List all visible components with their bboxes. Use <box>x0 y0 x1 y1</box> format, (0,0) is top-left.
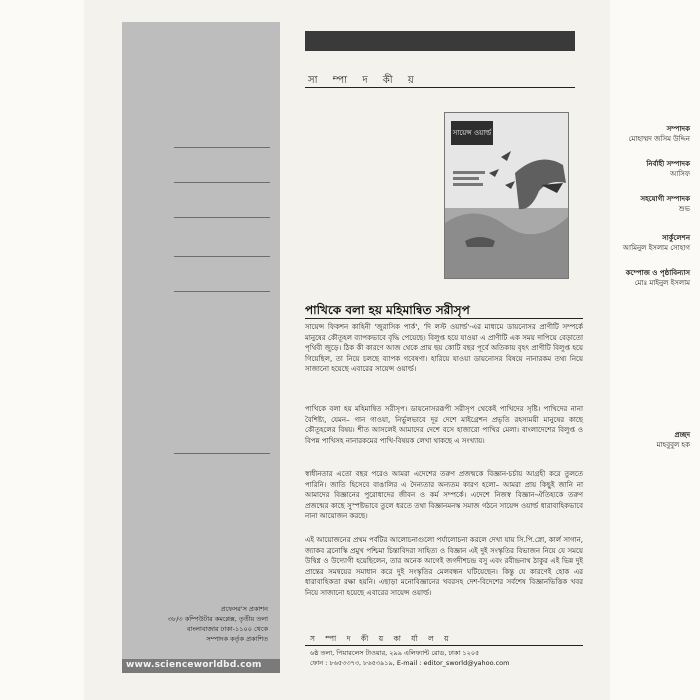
credit-executive-editor <box>128 159 690 179</box>
magazine-cover-image <box>444 112 569 279</box>
credit-name: মাহবুবুল হক <box>656 441 690 449</box>
credit-circulation <box>128 233 690 253</box>
credit-role: প্রচ্ছদ <box>674 431 690 439</box>
credit-associate-editor <box>128 194 690 214</box>
office-contact: ফোন : ৮৬৫৩৩৭৩, ৮৬৫৩৯১৯, E-mail : editor_sworld@yahoo.com <box>310 659 510 667</box>
editorial-paragraph: সায়েন্স ফিকশন কাহিনী 'জুরাসিক পার্ক', 'দি লস্ট ওয়ার্ল্ড'-এর মাধ্যমে ডায়নোসর প্রাণীটি সম্পর্কে মানুষের কৌতূহল ব্যাপকভাবে বৃদ্ধি পেয়েছে। বিলুপ্ত হয়ে যাওয়া এ প্রাণীটি এক সময় দাপিয়ে বেড়াতো পৃথিবী জুড়ে। ঠিক কী কারণে আজ থেকে প্রায় ছয় কোটি বছর পূর্বে অতিকায় বৃহৎ প্রাণীটি বিলুপ্ত হয়ে গিয়েছিল, তা নিয়ে চলছে ব্যাপক গবেষণা। হারিয়ে যাওয়া ডায়নোসর বিষয়ে নানারকম তথ্য নিয়ে সাজানো হয়েছে এবারের সায়েন্স ওয়ার্ল্ড। <box>305 323 583 373</box>
editorial-paragraph: পাখিকে বলা হয় মহিমান্বিত সরীসৃপ। ডায়নোসররূপী সরীসৃপ থেকেই পাখিদের সৃষ্টি। পাখিদের নানা বৈশিষ্ট্য, যেমন– গান গাওয়া, নির্ভুলভাবে দূর দেশে মাইগ্রেশন প্রভৃতি রহস্যময়ী মানুষের কাছে কৌতূহলের বিষয়। শীত আসলেই আমাদের দেশে বসে হাজারো পাখির মেলা। বাংলাদেশের বিলুপ্ত ও বিপন্ন পাখিসহ নানারকমের পাখি-বিষয়ক লেখা থাকছে এ সংখ্যায়। <box>305 405 583 445</box>
credits-sidebar <box>122 22 280 669</box>
editorial-paragraph: স্বাধীনতার এতো বছর পরেও আমরা এদেশের তরুণ প্রজন্মকে বিজ্ঞান-চর্চায় আগ্রহী করে তুলতে পারিনি। জাতি হিসেবে বাঙালির এ দৈন্যতার অন্যতম কারণ হলো– আমরা প্রায় কিছুই জানি না আমাদের বিজ্ঞানের পুরোধাদের জীবন ও কর্ম সম্পর্কে। এদেশে নিজস্ব বিজ্ঞান-ঐতিহ্যকে তরুণ প্রজন্মের কাছে সুস্পষ্টভাবে তুলে ধরতে তথা বিজ্ঞানমনস্ক সমাজ গঠনে সায়েন্স ওয়ার্ল্ড ধারাবাহিকভাবে নানা আয়োজন করছে। <box>305 470 583 520</box>
editorial-office-label: স ম্পা দ কী য় কা র্যা ল য় <box>310 634 453 643</box>
publisher-info <box>128 604 268 644</box>
credit-role: সার্কুলেশন <box>662 234 690 242</box>
credit-name: আমিনুল ইসলাম সোহাগ <box>622 244 690 252</box>
credit-editor <box>128 124 690 144</box>
publisher-line: প্রফেসর'স প্রকাশন <box>220 605 268 613</box>
editorial-header-bar <box>305 31 575 51</box>
credit-divider <box>174 217 270 218</box>
headline-divider <box>305 318 583 319</box>
publisher-line: সম্পাদক কর্তৃক প্রকাশিত <box>206 635 268 643</box>
editorial-paragraph: এই আয়োজনের প্রথম পর্বটির আলোচনাগুলো পর্যালোচনা করলে দেখা যায় সি.পি.স্নো, কার্ল সাগান, জ্যাকব ব্রনোস্কি প্রমুখ পশ্চিমা চিন্তাবিদরা সাহিত্য ও বিজ্ঞান এই দুই সংস্কৃতির বিভাজন নিয়ে যে সময়ে উদ্বিগ্ন ও উদ্যোগী হয়েছিলেন, তার অনেক আগেই জগদীশচন্দ্র বসু এবং রবীন্দ্রনাথ ঠাকুর এই ভিন্ন দুই প্রান্তের সমন্বয়ের সমাধান করে দুই সংস্কৃতির মেলবন্ধন ঘটিয়েছেন। কিন্তু যে কারণেই হোক এর ধারাবাহিকতা রক্ষা হয়নি। এছাড়া মনোবিজ্ঞানের খবরসহ দেশ-বিদেশের সর্বশেষ বিজ্ঞানভিত্তিক খবর নিয়ে সাজানো হয়েছে এবারের সায়েন্স ওয়ার্ল্ড। <box>305 536 583 597</box>
header-divider <box>305 87 575 88</box>
credit-divider <box>174 182 270 183</box>
credit-name: মোঃ মাইনুল ইসলাম <box>634 279 690 287</box>
credit-name: মোহাম্মদ জসিম উদ্দিন <box>628 135 690 143</box>
dinosaur-illustration <box>445 113 568 278</box>
credit-role: কম্পোজ ও পৃষ্ঠাবিন্যাস <box>625 269 690 277</box>
credit-composition <box>128 268 690 288</box>
credit-role: সহযোগী সম্পাদক <box>640 195 690 203</box>
credit-role: সম্পাদক <box>666 125 690 133</box>
publisher-line: বাংলাবাজার ঢাকা-১১০০ থেকে <box>186 625 268 633</box>
credit-divider <box>174 256 270 257</box>
editorial-section-label: সা ম্পা দ কী য় <box>308 75 420 86</box>
credit-divider <box>174 453 270 454</box>
publisher-line: ৩৮/৩ কম্পিউটার কমপ্লেক্স, তৃতীয় তলা <box>167 615 268 623</box>
credit-divider <box>174 291 270 292</box>
credit-name: আসিফ <box>670 170 690 178</box>
editorial-headline: পাখিকে বলা হয় মহিমান্বিত সরীসৃপ <box>305 303 470 317</box>
website-url[interactable]: www.scienceworldbd.com <box>126 660 262 670</box>
office-address: ৬ষ্ঠ তলা, পিয়ারলেস টাওয়ার, ২৯৯ এলিফ্যান্ট রোড, ঢাকা ১২০৫ <box>310 649 480 657</box>
cover-logo: সায়েন্স ওয়ার্ল্ড <box>451 121 493 145</box>
credit-name: শুভ <box>678 205 690 213</box>
office-divider <box>305 645 583 646</box>
credit-role: নির্বাহী সম্পাদক <box>646 160 690 168</box>
credit-divider <box>174 147 270 148</box>
